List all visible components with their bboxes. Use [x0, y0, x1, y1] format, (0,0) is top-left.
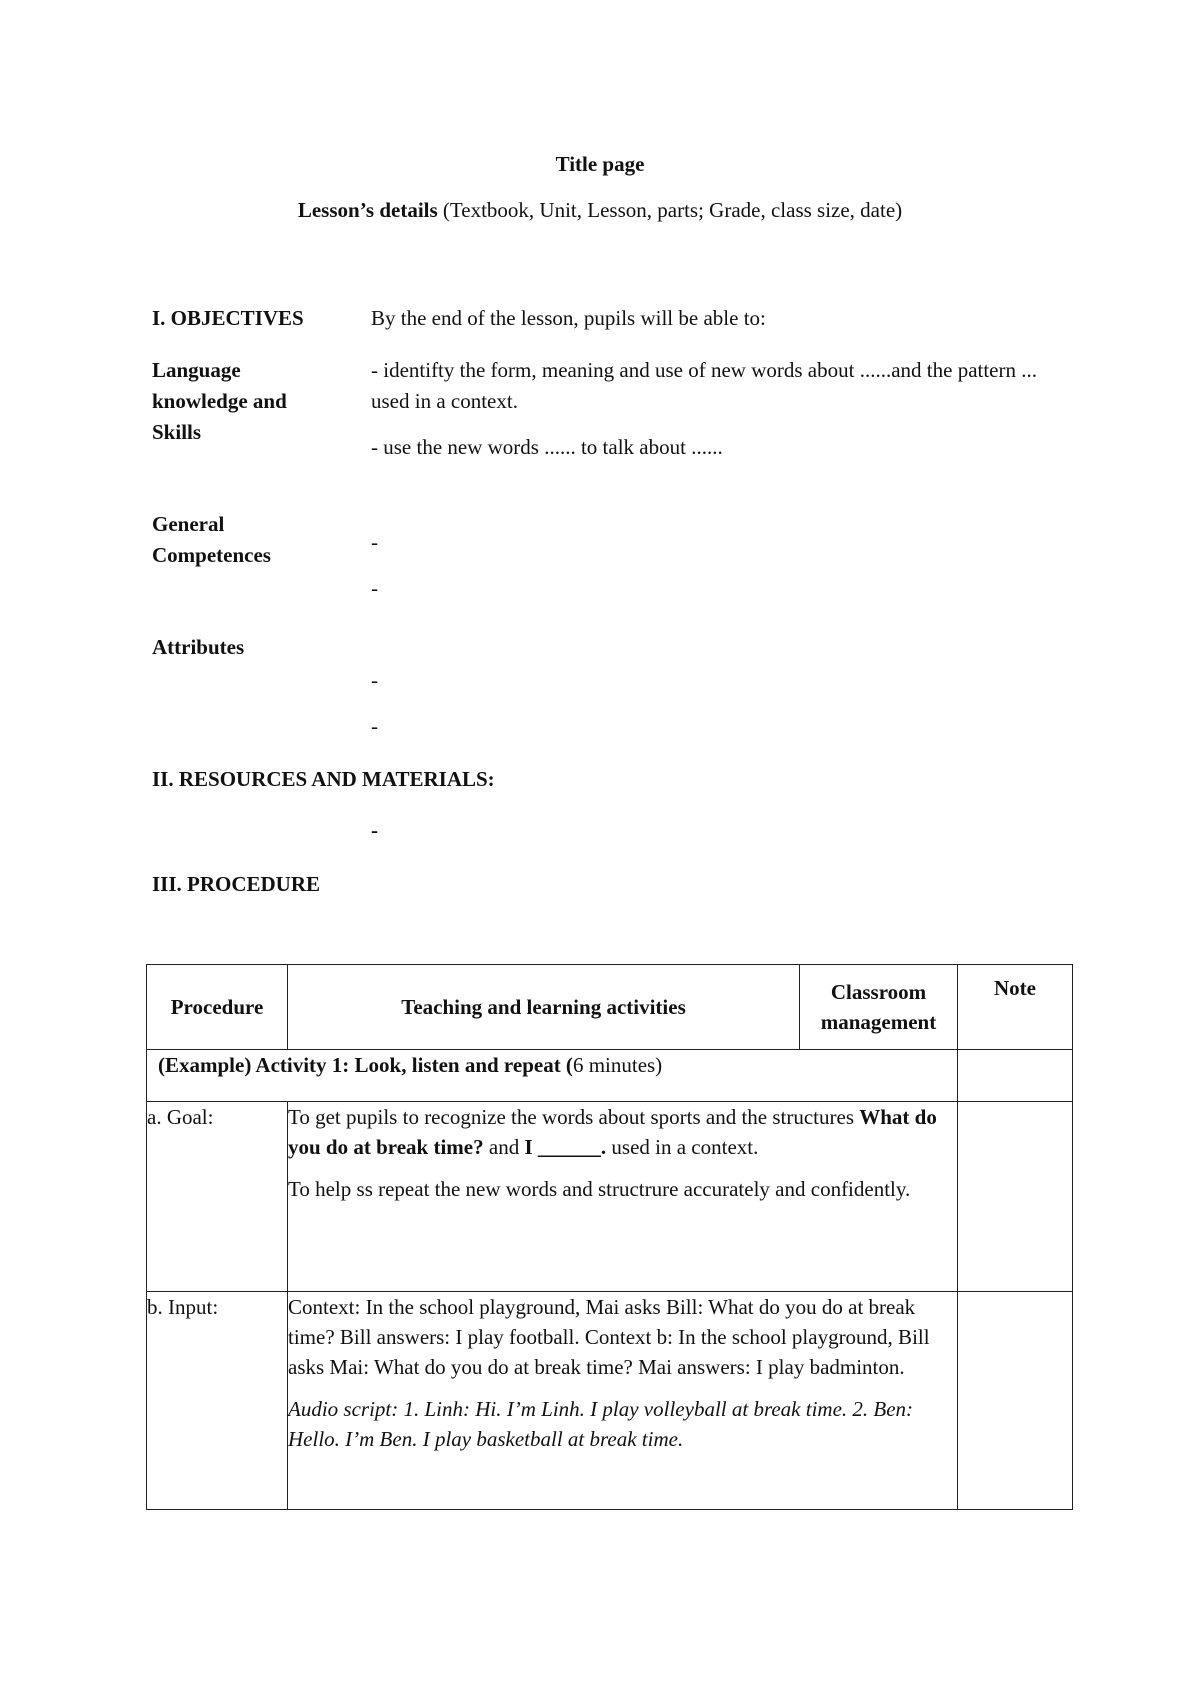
activity-duration: 6 minutes) [572, 1053, 663, 1077]
goal-label: a. Goal: [147, 1102, 288, 1292]
page-title: Title page [555, 152, 645, 176]
procedure-heading: III. PROCEDURE [152, 872, 321, 896]
header-classroom-management: Classroom management [800, 965, 958, 1050]
activity-title-bold: (Example) Activity 1: Look, listen and repeat ( [158, 1053, 573, 1077]
goal-paragraph [288, 1102, 957, 1162]
goal-structure-answer: I ______. [524, 1135, 607, 1159]
header-activities: Teaching and learning activities [288, 965, 800, 1050]
goal-text: and [483, 1135, 525, 1159]
note-cell [958, 1050, 1073, 1102]
language-skills-item: - use the new words ...... to talk about ...... [371, 435, 723, 459]
table-header-row [147, 965, 1073, 1050]
lesson-details-label: Lesson’s details [297, 198, 438, 222]
table-row [147, 1292, 1073, 1510]
input-context: Context: In the school playground, Mai asks Bill: What do you do at break time? Bill answers: I play football. Context b: In the school playground, Bill asks Mai: What do you do at break time? Mai answers: I play badminton. [288, 1295, 930, 1379]
attributes-label: Attributes [152, 635, 245, 659]
note-cell [958, 1292, 1073, 1510]
table-row [147, 1050, 1073, 1102]
objectives-intro: By the end of the lesson, pupils will be able to: [371, 306, 766, 330]
objectives-heading: I. OBJECTIVES [152, 306, 304, 330]
input-label: b. Input: [147, 1292, 288, 1510]
audio-script: Audio script: 1. Linh: Hi. I’m Linh. I play volleyball at break time. 2. Ben: Hello. I’m Ben. I play basketball at break time. [288, 1397, 914, 1451]
note-cell [958, 1102, 1073, 1292]
attributes-item: - [371, 668, 378, 692]
language-skills-item: - identifty the form, meaning and use of new words about ......and the pattern ... used in a context. [371, 358, 1037, 413]
resources-heading: II. RESOURCES AND MATERIALS: [152, 767, 495, 791]
general-competences-label: General Competences [152, 512, 271, 567]
goal-paragraph: To help ss repeat the new words and structrure accurately and confidently. [288, 1177, 911, 1201]
header-note: Note [958, 965, 1073, 1050]
goal-text: To get pupils to recognize the words about sports and the structures [288, 1105, 860, 1129]
general-competences-item: - [371, 576, 378, 600]
activity-title [147, 1050, 958, 1102]
attributes-item: - [371, 714, 378, 738]
input-content [288, 1292, 958, 1510]
goal-structure-question: What do you do at break time? [288, 1105, 937, 1159]
general-competences-item: - [371, 530, 378, 554]
procedure-table [146, 964, 1073, 1510]
resources-item: - [371, 818, 378, 842]
header-procedure: Procedure [147, 965, 288, 1050]
language-skills-label: Language knowledge and Skills [152, 358, 287, 444]
lesson-details-text: (Textbook, Unit, Lesson, parts; Grade, class size, date) [437, 198, 903, 222]
goal-content [288, 1102, 958, 1292]
lesson-details [0, 198, 1200, 223]
goal-text: used in a context. [606, 1135, 759, 1159]
table-row [147, 1102, 1073, 1292]
